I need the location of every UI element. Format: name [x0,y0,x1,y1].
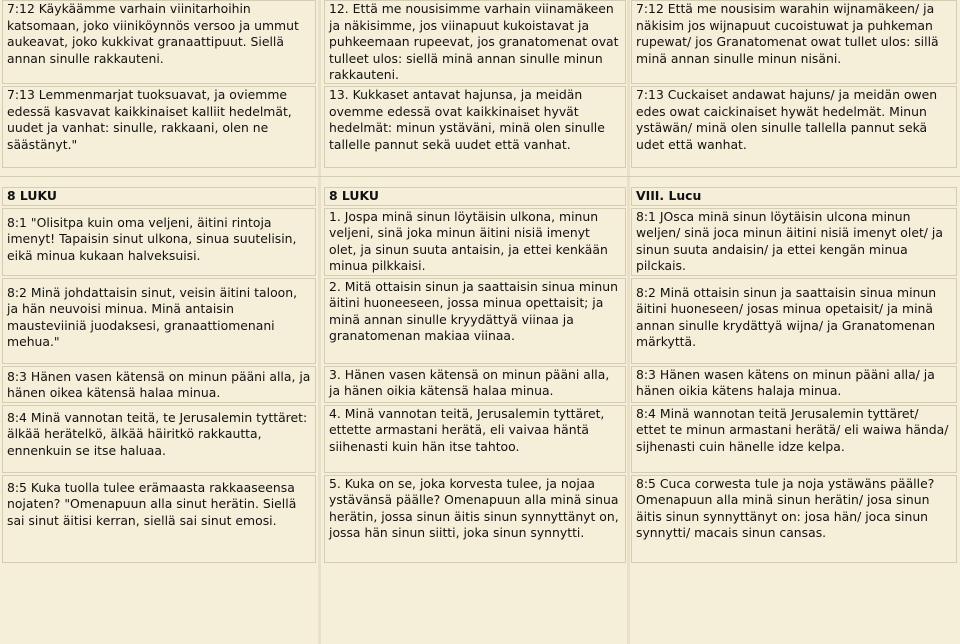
verse-text: 8:1 "Olisitpa kuin oma veljeni, äitini rintoja imenyt! Tapaisin sinut ulkona, sinua suutelisin, eikä minua kukaan halveksuisi. [7,214,297,263]
spacer [631,170,957,187]
verse-cell [2,0,316,84]
column-finnish-1642 [631,0,957,565]
verse-cell [2,278,316,364]
verse-text: 8:3 Hänen wasen kätens on minun pääni alla/ ja hänen oikia kätens halaja minua. [636,366,935,399]
chapter-heading-text: 8 LUKU [329,187,379,203]
verse-cell [631,278,957,364]
verse-cell [631,208,957,276]
verse-text: 7:13 Lemmenmarjat tuoksuavat, ja oviemme edessä kasvavat kaikkinaiset kalliit hedelmät, uudet ja vanhat: sinulle, rakkaani, olen ne säästänyt." [7,87,292,152]
verse-cell [324,366,626,403]
column-finnish-1992 [2,0,316,565]
verse-cell [324,475,626,563]
verse-cell [324,278,626,364]
verse-text: 7:12 Käykäämme varhain viinitarhoihin katsomaan, joko viiniköynnös versoo ja ummut aukeavat, joko kukkivat granaattipuut. Siellä annan sinulle rakkauteni. [7,1,299,66]
verse-text: 4. Minä vannotan teitä, Jerusalemin tyttäret, ettette armastani herätä, eli vaivaa häntä siihenasti kuin hän itse tahtoo. [329,405,605,454]
verse-text: 7:13 Cuckaiset andawat hajuns/ ja meidän owen edes owat caickinaiset hywät hedelmät. Minun ystäwän/ minä olen sinulle tallella pannut sekä udet että wanhat. [636,87,938,152]
verse-cell [631,86,957,168]
verse-cell [2,366,316,403]
verse-cell [2,86,316,168]
verse-cell [324,0,626,84]
chapter-heading [2,187,316,206]
chapter-heading [324,187,626,206]
verse-text: 8:5 Kuka tuolla tulee erämaasta rakkaaseensa nojaten? "Omenapuun alla sinut herätin. Siellä sai sinut äitisi kerran, siellä sai sinut emosi. [7,479,297,528]
spacer [324,170,626,187]
verse-cell [2,475,316,563]
spacer [2,170,316,187]
verse-text: 8:2 Minä ottaisin sinun ja saattaisin sinua minun äitini huoneseen/ josas minua opetaisit/ ja minä annan sinulle krydättyä wijna/ ja Granatomenan märkyttä. [636,284,937,350]
verse-cell [2,208,316,276]
column-finnish-1776 [324,0,626,565]
verse-text: 8:5 Cuca corwesta tule ja noja ystäwäns päälle? Omenapuun alla minä sinun herätin/ josa sinun äitis sinun synnyttänyt on: josa hän/ joca sinun synnytti/ macais sinun cansas. [636,475,935,541]
verse-text: 5. Kuka on se, joka korvesta tulee, ja nojaa ystävänsä päälle? Omenapuun alla minä sinua herätin, jossa sinun äitis sinun synnyttänyt on, jossa hän sinun siitti, joka sinun synnytti. [329,475,619,541]
verse-text: 1. Jospa minä sinun löytäisin ulkona, minun veljeni, sinä joka minun äitini nisiä imenyt olet, ja sinun suuta antaisin, ja ettei kenkään minua pilkkaisi. [329,208,608,274]
verse-text: 7:12 Että me nousisim warahin wijnamäkeen/ ja näkisim jos wijnapuut cucoistuwat ja puhkeman rupewat/ jos Granatomenat owat tullet ulos: sillä minä annan sinulle minun nisäni. [636,1,939,66]
column-divider [627,0,630,644]
verse-text: 3. Hänen vasen kätensä on minun pääni alla, ja hänen oikia kätensä halaa minua. [329,366,610,399]
chapter-heading [631,187,957,206]
verse-cell [2,405,316,473]
verse-cell [324,86,626,168]
verse-text: 8:2 Minä johdattaisin sinut, veisin äitini taloon, ja hän neuvoisi minua. Minä antaisin mausteviiniä juodaksesi, granaattiomenani mehua." [7,284,298,350]
verse-text: 12. Että me nousisimme varhain viinamäkeen ja näkisimme, jos viinapuut kukoistavat ja puhkeemaan rupeevat, jos granatomenat ovat tulleet ulos: siellä minä annan sinulle minun rakkauteni. [329,1,619,83]
chapter-heading-text: 8 LUKU [7,187,57,203]
verse-cell [631,0,957,84]
verse-text: 8:4 Minä wannotan teitä Jerusalemin tyttäret/ ettet te minun armastani herätä/ eli waiwa hända/ sijhenasti cuin hänelle idze kelpa. [636,405,949,454]
verse-cell [324,208,626,276]
verse-text: 13. Kukkaset antavat hajunsa, ja meidän ovemme edessä ovat kaikkinaiset hyvät hedelmät: minun ystäväni, minä olen sinulle tallelle pannut sekä uudet että vanhat. [329,87,605,152]
verse-cell [631,475,957,563]
verse-cell [631,366,957,403]
verse-text: 8:3 Hänen vasen kätensä on minun pääni alla, ja hänen oikea kätensä halaa minua. [7,368,311,401]
column-divider [318,0,321,644]
verse-cell [324,405,626,473]
verse-text: 2. Mitä ottaisin sinun ja saattaisin sinua minun äitini huoneeseen, jossa minua opettaisit; ja minä annan sinulle kryydättyä viinaa ja granatomenan makiaa viinaa. [329,278,618,344]
verse-text: 8:4 Minä vannotan teitä, te Jerusalemin tyttäret: älkää herätelkö, älkää häiritkö rakkautta, ennenkuin se itse haluaa. [7,409,308,458]
verse-cell [631,405,957,473]
verse-text: 8:1 JOsca minä sinun löytäisin ulcona minun weljen/ sinä joca minun äitini nisiä imenyt olet/ ja sinun suuta andaisin/ ja ettei kengän minua pilckais. [636,208,943,274]
chapter-heading-text: VIII. Lucu [636,187,702,203]
